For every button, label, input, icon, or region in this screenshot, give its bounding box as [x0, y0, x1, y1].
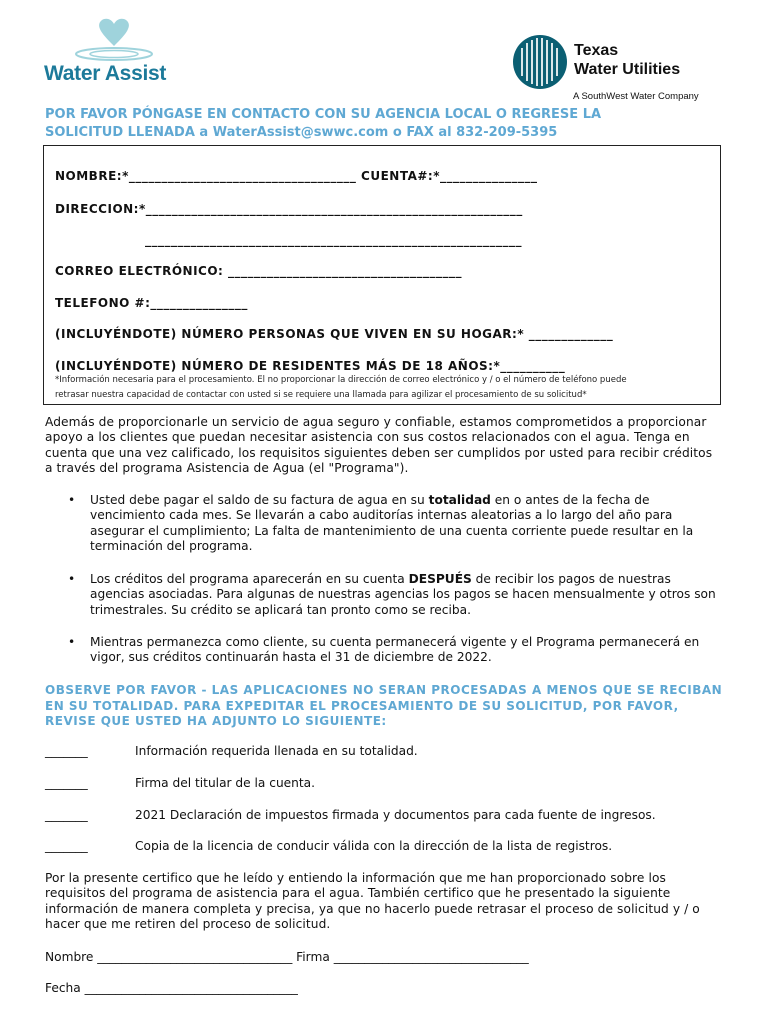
- checklist-item[interactable]: [45, 744, 418, 758]
- intro-paragraph: [45, 415, 725, 477]
- intro-line: apoyo a los clientes que puedan necesitar asistencia con sus costos relacionados con el agua. Tenga en: [45, 430, 690, 445]
- observe-line: REVISE QUE USTED HA ADJUNTO LO SIGUIENTE:: [45, 714, 387, 728]
- water-assist-heart-icon: [44, 18, 194, 98]
- checklist-blank[interactable]: _______: [45, 744, 88, 758]
- texas-water-utilities-logo: [512, 34, 742, 104]
- checklist-blank[interactable]: _______: [45, 808, 88, 822]
- checklist-item[interactable]: [45, 808, 656, 822]
- twu-name-line1: Texas: [574, 42, 619, 59]
- intro-line: a través del programa Asistencia de Agua (el "Programa").: [45, 461, 409, 476]
- email-field[interactable]: CORREO ELECTRÓNICO: ____________________________________: [55, 264, 463, 278]
- intro-line: cuenta que una vez calificado, los requisitos siguientes deben ser cumplidos por usted para recibir créditos: [45, 445, 713, 460]
- checklist-label: Copia de la licencia de conducir válida con la dirección de la lista de registros.: [135, 839, 613, 853]
- twu-name-line2: Water Utilities: [574, 61, 681, 78]
- requirement-bullet-3: [68, 635, 728, 666]
- phone-field[interactable]: TELEFONO #:_______________: [55, 296, 248, 310]
- bullet-1-text-cont: en o antes de la fecha de vencimiento cada mes. Se llevarán a cabo auditorías internas aleatorias a lo largo del año para asegurar el cumplimiento; La falta de mantenimiento de una cuenta corriente puede resultar en la terminación del programa.: [90, 493, 694, 554]
- checklist-blank[interactable]: _______: [45, 776, 88, 790]
- certification-paragraph: [45, 871, 725, 933]
- contact-instructions: [45, 106, 725, 142]
- intro-line: Además de proporcionarle un servicio de agua seguro y confiable, estamos comprometidos a proporcionar: [45, 415, 707, 429]
- bullet-icon: •: [68, 572, 76, 586]
- twu-tagline: A SouthWest Water Company: [573, 91, 699, 102]
- bullet-1-text: Usted debe pagar el saldo de su factura de agua en su: [90, 493, 429, 507]
- address-field[interactable]: DIRECCION:*__________________________________________________________: [55, 202, 523, 216]
- name-account-field[interactable]: NOMBRE:*___________________________________ CUENTA#:*_______________: [55, 169, 538, 183]
- date-line[interactable]: Fecha ___________________________________: [45, 981, 298, 995]
- bullet-icon: •: [68, 635, 76, 649]
- certify-line: Por la presente certifico que he leído y entiendo la información que me han proporcionado sobre los: [45, 871, 666, 885]
- contact-line-2: SOLICITUD LLENADA a WaterAssist@swwc.com o FAX al 832-209-5395: [45, 125, 558, 140]
- observe-notice: [45, 683, 735, 730]
- adult-count-field[interactable]: (INCLUYÉNDOTE) NÚMERO DE RESIDENTES MÁS DE 18 AÑOS:*__________: [55, 359, 566, 373]
- household-count-field[interactable]: (INCLUYÉNDOTE) NÚMERO PERSONAS QUE VIVEN EN SU HOGAR:* _____________: [55, 327, 614, 341]
- requirement-bullet-2: [68, 572, 728, 618]
- checklist-item[interactable]: [45, 839, 612, 853]
- certify-line: hacer que me retiren del proceso de solicitud.: [45, 917, 331, 932]
- contact-line-1: POR FAVOR PÓNGASE EN CONTACTO CON SU AGENCIA LOCAL O REGRESE LA: [45, 107, 602, 122]
- certify-line: requisitos del programa de asistencia para el agua. También certifico que he presentado la siguiente: [45, 886, 671, 901]
- observe-line: EN SU TOTALIDAD. PARA EXPEDITAR EL PROCESAMIENTO DE SU SOLICITUD, POR FAVOR,: [45, 698, 679, 713]
- twu-globe-icon: [512, 34, 568, 90]
- bullet-1-bold: totalidad: [428, 493, 491, 507]
- checklist-label: 2021 Declaración de impuestos firmada y documentos para cada fuente de ingresos.: [135, 808, 656, 822]
- water-assist-wordmark: Water Assist: [44, 62, 167, 85]
- certify-line: información de manera completa y precisa, ya que no hacerlo puede retrasar el proceso de solicitud y / o: [45, 901, 700, 916]
- bullet-2-text: Los créditos del programa aparecerán en su cuenta: [90, 572, 409, 586]
- checklist-label: Información requerida llenada en su totalidad.: [135, 744, 418, 758]
- requirement-bullet-1: [68, 493, 728, 555]
- required-note-line-1: *Información necesaria para el procesamiento. El no proporcionar la dirección de correo electrónico y / o el número de teléfono puede: [55, 375, 627, 385]
- bullet-2-bold: DESPUÉS: [408, 572, 472, 586]
- address-field-line2[interactable]: __________________________________________________________: [145, 233, 522, 247]
- required-note-line-2: retrasar nuestra capacidad de contactar con usted si se requiere una llamada para agilizar el procesamiento de su solicitud*: [55, 390, 587, 400]
- bullet-icon: •: [68, 493, 76, 507]
- bullet-2-text-cont: de recibir los pagos de nuestras agencias asociadas. Para algunas de nuestras agencias los pagos se hacen mensualmente y otros son trimestrales. Su crédito se aplicará tan pronto como se reciba.: [90, 572, 716, 617]
- checklist-blank[interactable]: _______: [45, 839, 88, 853]
- checklist-item[interactable]: [45, 776, 315, 790]
- observe-line: OBSERVE POR FAVOR - LAS APLICACIONES NO SERAN PROCESADAS A MENOS QUE SE RECIBAN: [45, 683, 723, 697]
- name-signature-line[interactable]: Nombre ________________________________ Firma ________________________________: [45, 950, 529, 964]
- checklist-label: Firma del titular de la cuenta.: [135, 776, 316, 790]
- water-assist-logo: [44, 18, 194, 98]
- bullet-3-text: Mientras permanezca como cliente, su cuenta permanecerá vigente y el Programa permanecerá en vigor, sus créditos continuarán hasta el 31 de diciembre de 2022.: [90, 635, 700, 665]
